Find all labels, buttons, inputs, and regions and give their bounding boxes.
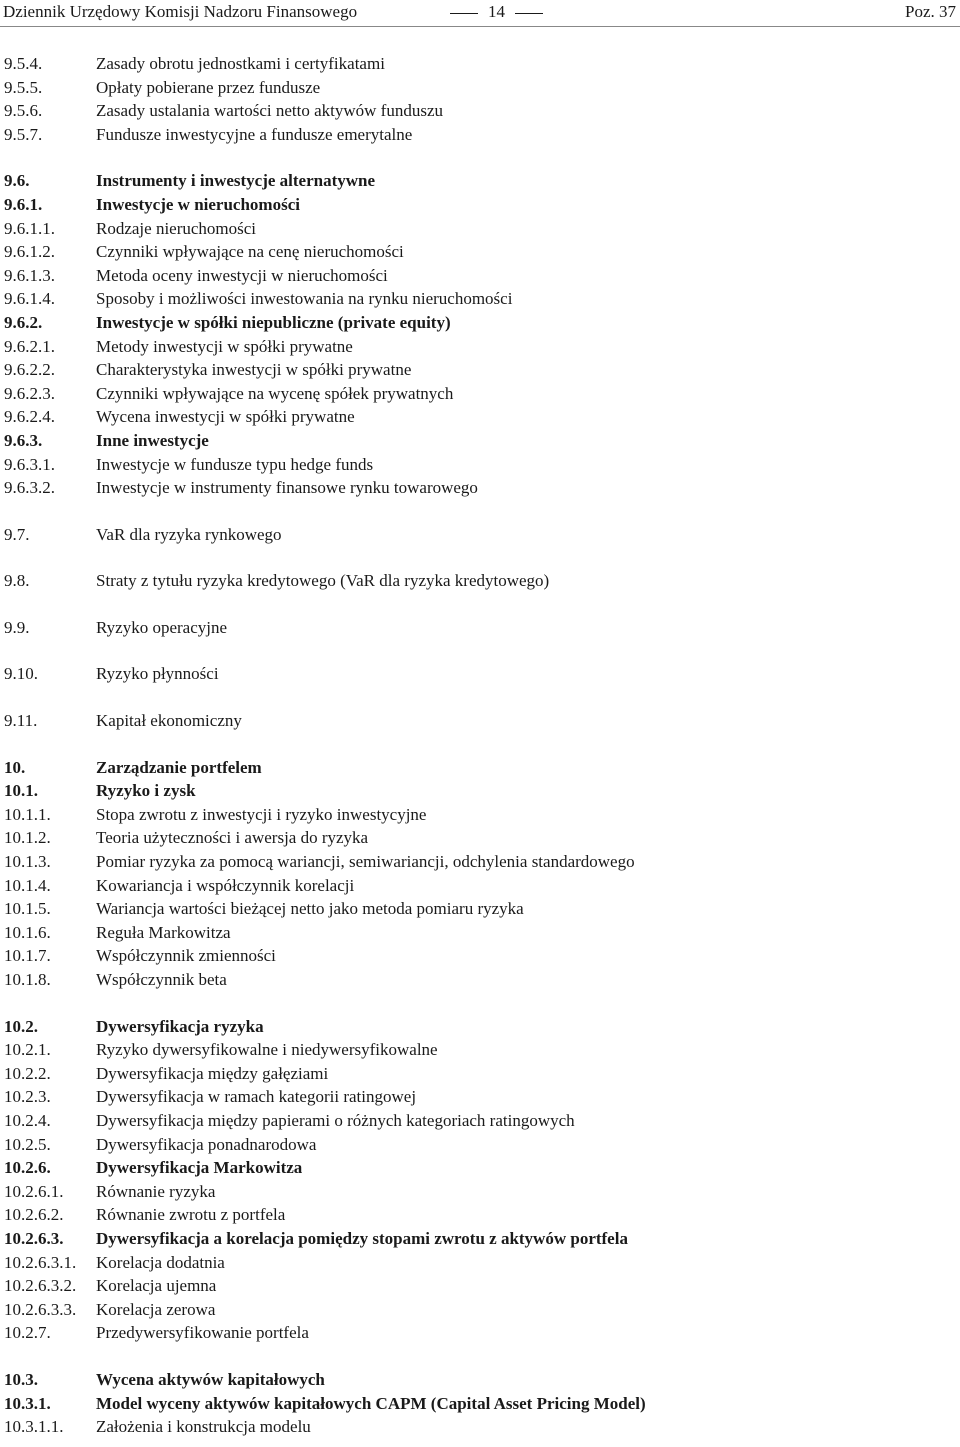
table-of-contents <box>4 52 954 1439</box>
toc-entry-title: Straty z tytułu ryzyka kredytowego (VaR dla ryzyka kredytowego) <box>96 571 550 591</box>
toc-entry-number: 10.1.2. <box>4 828 51 848</box>
toc-entry-number: 9.6.3. <box>4 430 43 450</box>
toc-entry-title: Korelacja dodatnia <box>96 1252 225 1272</box>
toc-entry <box>4 1298 954 1322</box>
toc-entry-number: 10. <box>4 757 26 777</box>
toc-entry-title: Współczynnik beta <box>96 970 227 989</box>
toc-entry-number: 9.5.4. <box>4 54 43 73</box>
toc-entry-number: 9.5.5. <box>4 77 43 97</box>
toc-entry <box>4 662 954 686</box>
header-rule <box>0 26 960 27</box>
toc-entry <box>4 1368 954 1392</box>
toc-entry-number: 10.2.6.1. <box>4 1181 64 1201</box>
toc-entry-title: Ryzyko płynności <box>96 664 219 684</box>
toc-entry <box>4 76 954 100</box>
toc-entry-number: 10.2.6.3. <box>4 1228 64 1248</box>
toc-entry-title: Przedywersyfikowanie portfela <box>96 1323 309 1343</box>
toc-entry-number: 10.2. <box>4 1016 38 1036</box>
toc-entry-number: 10.3. <box>4 1369 38 1389</box>
toc-entry-title: VaR dla ryzyka rynkowego <box>96 524 282 544</box>
toc-entry-number: 9.10. <box>4 664 38 684</box>
toc-entry-title: Instrumenty i inwestycje alternatywne <box>96 171 376 191</box>
toc-entry <box>4 52 954 76</box>
toc-entry <box>4 897 954 921</box>
toc-entry-title: Inwestycje w spółki niepubliczne (private equity) <box>96 312 451 332</box>
toc-entry-title: Wycena inwestycji w spółki prywatne <box>96 407 355 427</box>
toc-entry-number: 9.6.2.4. <box>4 407 55 427</box>
toc-entry <box>4 616 954 640</box>
toc-entry <box>4 217 954 241</box>
toc-entry-title: Stopa zwrotu z inwestycji i ryzyko inwestycyjne <box>96 804 427 824</box>
toc-entry <box>4 1415 954 1439</box>
toc-entry-title: Sposoby i możliwości inwestowania na rynku nieruchomości <box>96 289 513 309</box>
toc-entry-number: 9.6.3.1. <box>4 454 55 474</box>
toc-entry-title: Zasady ustalania wartości netto aktywów funduszu <box>96 101 443 121</box>
toc-entry <box>4 1321 954 1345</box>
toc-entry-title: Inwestycje w instrumenty finansowe rynku towarowego <box>96 478 478 498</box>
position-number: Poz. 37 <box>905 2 956 21</box>
toc-entry <box>4 1133 954 1157</box>
toc-entry-number: 10.1.7. <box>4 946 51 966</box>
toc-entry <box>4 1015 954 1039</box>
toc-entry-number: 10.2.4. <box>4 1110 51 1130</box>
toc-entry-title: Wycena aktywów kapitałowych <box>96 1369 325 1389</box>
toc-entry-number: 10.2.6.3.1. <box>4 1252 77 1272</box>
toc-entry-number: 10.3.1.1. <box>4 1417 64 1437</box>
toc-entry <box>4 1085 954 1109</box>
toc-entry <box>4 968 954 992</box>
toc-entry-number: 10.1.4. <box>4 875 51 895</box>
toc-entry-title: Zasady obrotu jednostkami i certyfikatami <box>96 54 385 73</box>
toc-entry <box>4 311 954 335</box>
toc-entry-title: Ryzyko dywersyfikowalne i niedywersyfikowalne <box>96 1040 438 1060</box>
toc-entry <box>4 523 954 547</box>
toc-entry-title: Rodzaje nieruchomości <box>96 218 257 238</box>
page-header <box>0 0 960 26</box>
toc-entry-number: 10.1.8. <box>4 970 51 989</box>
toc-entry <box>4 1156 954 1180</box>
toc-entry-title: Teoria użyteczności i awersja do ryzyka <box>96 828 369 848</box>
toc-entry <box>4 264 954 288</box>
toc-entry <box>4 1251 954 1275</box>
toc-entry <box>4 709 954 733</box>
toc-entry <box>4 1392 954 1416</box>
toc-entry-title: Zarządzanie portfelem <box>96 757 262 777</box>
toc-entry-number: 9.6.2.1. <box>4 336 55 356</box>
toc-entry-number: 10.1.6. <box>4 922 51 942</box>
toc-entry-title: Model wyceny aktywów kapitałowych CAPM (Capital Asset Pricing Model) <box>96 1393 646 1413</box>
toc-entry-number: 9.8. <box>4 571 30 591</box>
toc-entry-number: 9.6.3.2. <box>4 478 55 498</box>
toc-entry <box>4 756 954 780</box>
toc-entry <box>4 1274 954 1298</box>
toc-entry-title: Reguła Markowitza <box>96 922 231 942</box>
toc-entry-title: Opłaty pobierane przez fundusze <box>96 77 321 97</box>
toc-entry-number: 10.2.6.3.2. <box>4 1276 77 1296</box>
toc-entry-title: Inne inwestycje <box>96 430 209 450</box>
toc-entry <box>4 1038 954 1062</box>
toc-entry <box>4 921 954 945</box>
toc-entry-title: Dywersyfikacja ponadnarodowa <box>96 1134 317 1154</box>
toc-entry-number: 9.6.2. <box>4 312 43 332</box>
toc-entry-number: 10.2.6.3.3. <box>4 1299 77 1319</box>
toc-entry <box>4 358 954 382</box>
toc-entry-title: Wariancja wartości bieżącej netto jako metoda pomiaru ryzyka <box>96 899 524 919</box>
toc-entry <box>4 1180 954 1204</box>
toc-entry-title: Ryzyko i zysk <box>96 781 196 801</box>
toc-entry-number: 10.2.6.2. <box>4 1205 64 1225</box>
toc-entry-number: 9.6.1.4. <box>4 289 55 309</box>
toc-entry-title: Inwestycje w nieruchomości <box>96 194 300 214</box>
dash-left <box>450 13 478 14</box>
toc-entry-number: 9.6. <box>4 171 30 191</box>
toc-entry-title: Kowariancja i współczynnik korelacji <box>96 875 355 895</box>
toc-entry-number: 9.6.2.3. <box>4 383 55 403</box>
toc-entry <box>4 240 954 264</box>
toc-entry-title: Korelacja zerowa <box>96 1299 216 1319</box>
toc-entry-title: Charakterystyka inwestycji w spółki prywatne <box>96 360 412 380</box>
toc-entry <box>4 287 954 311</box>
page-number <box>440 0 553 24</box>
toc-entry-number: 9.5.6. <box>4 101 43 121</box>
toc-entry-number: 9.7. <box>4 524 30 544</box>
toc-entry-title: Dywersyfikacja a korelacja pomiędzy stopami zwrotu z aktywów portfela <box>96 1228 628 1248</box>
toc-entry <box>4 944 954 968</box>
toc-entry-number: 10.1.1. <box>4 804 51 824</box>
toc-entry-title: Dywersyfikacja ryzyka <box>96 1016 264 1036</box>
toc-entry-title: Metoda oceny inwestycji w nieruchomości <box>96 265 388 285</box>
toc-entry <box>4 850 954 874</box>
toc-entry-number: 10.2.2. <box>4 1063 51 1083</box>
toc-entry-title: Czynniki wpływające na cenę nieruchomości <box>96 242 404 262</box>
toc-entry-number: 10.2.7. <box>4 1323 51 1343</box>
toc-entry-title: Dywersyfikacja między papierami o różnych kategoriach ratingowych <box>96 1110 575 1130</box>
toc-entry-title: Założenia i konstrukcja modelu <box>96 1417 311 1437</box>
toc-entry <box>4 123 954 147</box>
toc-entry <box>4 99 954 123</box>
toc-entry-number: 10.2.5. <box>4 1134 51 1154</box>
toc-entry-number: 9.6.2.2. <box>4 360 55 380</box>
toc-entry-number: 9.9. <box>4 617 30 637</box>
toc-entry-number: 9.5.7. <box>4 124 43 144</box>
toc-entry <box>4 429 954 453</box>
toc-entry-number: 9.6.1.3. <box>4 265 55 285</box>
toc-entry <box>4 1203 954 1227</box>
toc-entry-title: Dywersyfikacja między gałęziami <box>96 1063 329 1083</box>
toc-entry-title: Równanie ryzyka <box>96 1181 216 1201</box>
toc-entry-number: 9.6.1. <box>4 194 43 214</box>
toc-entry <box>4 382 954 406</box>
toc-entry-title: Ryzyko operacyjne <box>96 617 228 637</box>
toc-entry-number: 10.3.1. <box>4 1393 51 1413</box>
toc-entry-number: 10.2.1. <box>4 1040 51 1060</box>
toc-entry-number: 9.6.1.1. <box>4 218 55 238</box>
toc-entry <box>4 405 954 429</box>
toc-entry <box>4 476 954 500</box>
toc-entry <box>4 826 954 850</box>
toc-entry-title: Czynniki wpływające na wycenę spółek prywatnych <box>96 383 454 403</box>
toc-entry-title: Metody inwestycji w spółki prywatne <box>96 336 353 356</box>
toc-entry-title: Dywersyfikacja w ramach kategorii ratingowej <box>96 1087 417 1107</box>
toc-entry-title: Dywersyfikacja Markowitza <box>96 1158 303 1178</box>
toc-entry-title: Inwestycje w fundusze typu hedge funds <box>96 454 374 474</box>
toc-entry <box>4 193 954 217</box>
toc-entry-number: 10.1.5. <box>4 899 51 919</box>
toc-entry-number: 9.11. <box>4 711 38 731</box>
toc-entry <box>4 1109 954 1133</box>
toc-entry <box>4 453 954 477</box>
toc-entry-title: Korelacja ujemna <box>96 1276 217 1296</box>
toc-entry <box>4 779 954 803</box>
toc-entry-number: 10.2.3. <box>4 1087 51 1107</box>
toc-entry <box>4 569 954 593</box>
toc-entry-title: Równanie zwrotu z portfela <box>96 1205 286 1225</box>
toc-entry-title: Współczynnik zmienności <box>96 946 276 966</box>
toc-entry <box>4 169 954 193</box>
toc-entry-title: Fundusze inwestycyjne a fundusze emerytalne <box>96 124 413 144</box>
toc-entry-number: 9.6.1.2. <box>4 242 55 262</box>
toc-entry-number: 10.1.3. <box>4 852 51 872</box>
toc-entry <box>4 1227 954 1251</box>
toc-entry-title: Pomiar ryzyka za pomocą wariancji, semiwariancji, odchylenia standardowego <box>96 852 635 872</box>
journal-title: Dziennik Urzędowy Komisji Nadzoru Finansowego <box>3 2 358 21</box>
toc-entry-number: 10.1. <box>4 781 38 801</box>
toc-entry <box>4 1062 954 1086</box>
toc-entry <box>4 874 954 898</box>
toc-entry <box>4 335 954 359</box>
page-number-value: 14 <box>488 2 505 21</box>
toc-entry-title: Kapitał ekonomiczny <box>96 711 242 731</box>
toc-entry-number: 10.2.6. <box>4 1158 51 1178</box>
dash-right <box>515 13 543 14</box>
toc-entry <box>4 803 954 827</box>
